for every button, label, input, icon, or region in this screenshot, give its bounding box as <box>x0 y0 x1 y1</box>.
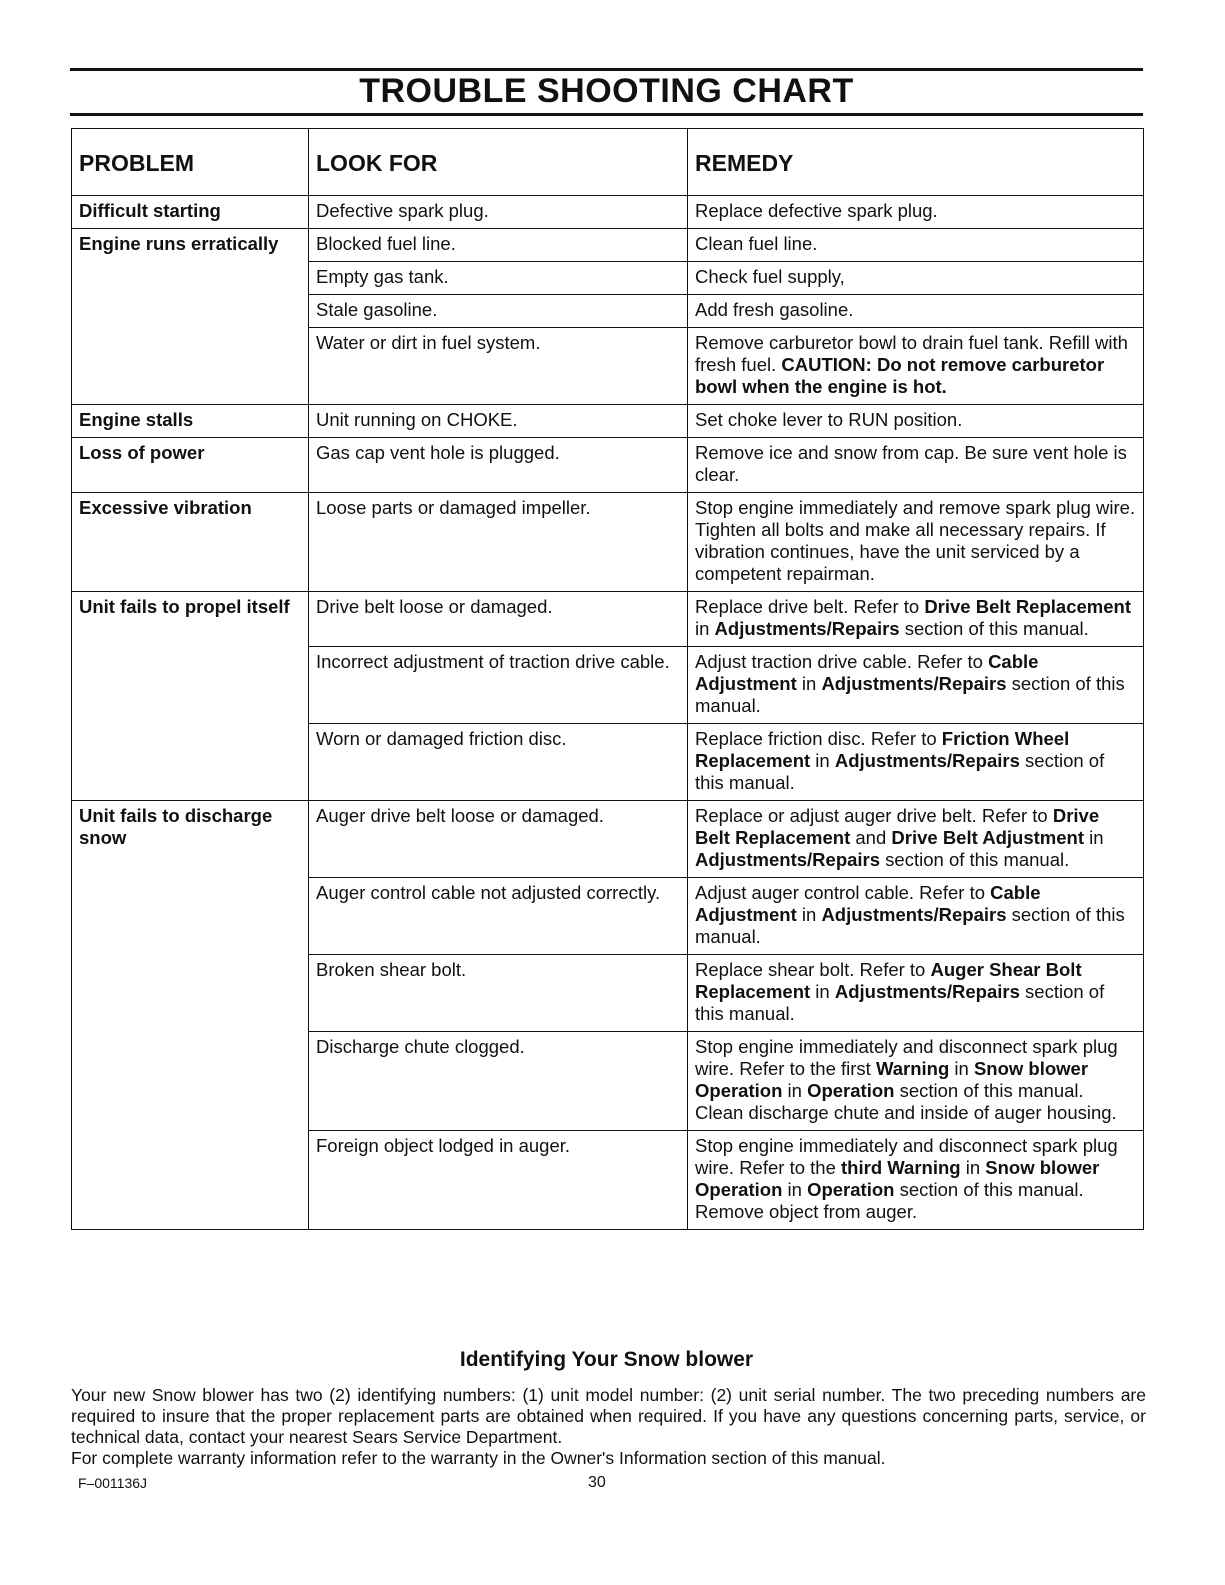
remedy-text: in <box>949 1058 974 1079</box>
remedy-text: in <box>695 618 715 639</box>
problem-cell-continued <box>72 878 309 955</box>
remedy-text: section of this manual. <box>695 673 1125 716</box>
remedy-cell <box>688 801 1144 878</box>
problem-cell-continued <box>72 1032 309 1131</box>
look-for-cell: Water or dirt in fuel system. <box>309 328 688 405</box>
remedy-text: Replace or adjust auger drive belt. Refer to <box>695 805 1053 826</box>
identify-body <box>71 1385 1146 1469</box>
remedy-text: Adjust traction drive cable. Refer to <box>695 651 989 672</box>
identify-paragraph: Your new Snow blower has two (2) identifying numbers: (1) unit model number: (2) unit serial number. The two preceding numbers are required to insure that the proper replacement parts are obtained when required. If you have any questions concerning parts, service, or technical data, contact your nearest Sears Service Department. <box>71 1385 1146 1447</box>
remedy-text: section of this manual. Remove object from auger. <box>695 1179 1084 1222</box>
remedy-cell <box>688 592 1144 647</box>
remedy-cell <box>688 262 1144 295</box>
page-title: TROUBLE SHOOTING CHART <box>359 72 854 110</box>
remedy-cell <box>688 1032 1144 1131</box>
page-number: 30 <box>588 1474 606 1491</box>
remedy-text: section of this manual. <box>695 904 1125 947</box>
remedy-text: Add fresh gasoline. <box>695 299 854 320</box>
table-row <box>72 405 1144 438</box>
remedy-text: in <box>1083 827 1104 848</box>
column-header-look-for: LOOK FOR <box>309 129 688 196</box>
table-row <box>72 647 1144 724</box>
remedy-text: section of this manual. <box>695 750 1105 793</box>
remedy-emphasis: Adjustments/Repairs <box>714 618 900 639</box>
table-row <box>72 493 1144 592</box>
problem-cell-continued <box>72 955 309 1032</box>
remedy-text: Remove carburetor bowl to drain fuel tank. Refill with fresh fuel. <box>695 332 1128 375</box>
look-for-cell: Auger control cable not adjusted correctly. <box>309 878 688 955</box>
look-for-cell: Stale gasoline. <box>309 295 688 328</box>
remedy-emphasis: Friction Wheel Replacement <box>695 728 1070 771</box>
remedy-cell <box>688 295 1144 328</box>
remedy-text: in <box>796 673 822 694</box>
remedy-text: Replace friction disc. Refer to <box>695 728 942 749</box>
remedy-text: Replace defective spark plug. <box>695 200 938 221</box>
remedy-text: Replace shear bolt. Refer to <box>695 959 931 980</box>
remedy-text: Clean fuel line. <box>695 233 818 254</box>
look-for-cell: Auger drive belt loose or damaged. <box>309 801 688 878</box>
remedy-cell <box>688 878 1144 955</box>
table-row <box>72 1131 1144 1230</box>
problem-cell-continued <box>72 724 309 801</box>
table-row <box>72 1032 1144 1131</box>
problem-cell-continued <box>72 328 309 405</box>
remedy-text: in <box>782 1080 808 1101</box>
problem-cell-continued <box>72 262 309 295</box>
remedy-text: section of this manual. Clean discharge chute and inside of auger housing. <box>695 1080 1117 1123</box>
trouble-shooting-table <box>71 128 1144 1230</box>
remedy-emphasis: Adjustments/Repairs <box>834 750 1020 771</box>
problem-cell: Excessive vibration <box>72 493 309 592</box>
remedy-text: Check fuel supply, <box>695 266 845 287</box>
problem-cell-continued <box>72 295 309 328</box>
table-row <box>72 801 1144 878</box>
table-row <box>72 724 1144 801</box>
remedy-text: Stop engine immediately and disconnect spark plug wire. Refer to the first <box>695 1036 1118 1079</box>
table-row <box>72 328 1144 405</box>
look-for-cell: Foreign object lodged in auger. <box>309 1131 688 1230</box>
remedy-emphasis: Operation <box>807 1080 895 1101</box>
remedy-emphasis: Warning <box>875 1058 950 1079</box>
look-for-cell: Gas cap vent hole is plugged. <box>309 438 688 493</box>
table-header-row <box>72 129 1144 196</box>
remedy-cell <box>688 328 1144 405</box>
title-underline-rule <box>70 113 1143 116</box>
document-code: F–001136J <box>78 1475 148 1491</box>
problem-cell: Engine runs erratically <box>72 229 309 262</box>
remedy-emphasis: Adjustments/Repairs <box>821 673 1007 694</box>
remedy-emphasis: CAUTION: Do not remove carburetor bowl when the engine is hot. <box>695 354 1105 397</box>
remedy-text: and <box>850 827 892 848</box>
remedy-emphasis: Drive Belt Replacement <box>924 596 1131 617</box>
table-row <box>72 295 1144 328</box>
table-row <box>72 438 1144 493</box>
table-row <box>72 878 1144 955</box>
remedy-emphasis: Auger Shear Bolt Replacement <box>695 959 1082 1002</box>
remedy-emphasis: Drive Belt Adjustment <box>891 827 1084 848</box>
look-for-cell: Loose parts or damaged impeller. <box>309 493 688 592</box>
remedy-emphasis: Snow blower Operation <box>695 1157 1100 1200</box>
remedy-text: Adjust auger control cable. Refer to <box>695 882 991 903</box>
problem-cell: Loss of power <box>72 438 309 493</box>
table-row <box>72 196 1144 229</box>
look-for-cell: Empty gas tank. <box>309 262 688 295</box>
look-for-cell: Drive belt loose or damaged. <box>309 592 688 647</box>
remedy-text: Remove ice and snow from cap. Be sure vent hole is clear. <box>695 442 1127 485</box>
remedy-text: in <box>796 904 822 925</box>
remedy-cell <box>688 229 1144 262</box>
look-for-cell: Broken shear bolt. <box>309 955 688 1032</box>
warranty-paragraph: For complete warranty information refer to the warranty in the Owner's Information section of this manual. <box>71 1448 886 1468</box>
table-row <box>72 592 1144 647</box>
remedy-text: in <box>782 1179 808 1200</box>
remedy-cell <box>688 724 1144 801</box>
remedy-text: Stop engine immediately and remove spark plug wire. Tighten all bolts and make all necessary repairs. If vibration continues, have the unit serviced by a competent repairman. <box>695 497 1136 584</box>
problem-cell: Difficult starting <box>72 196 309 229</box>
remedy-cell <box>688 1131 1144 1230</box>
look-for-cell: Worn or damaged friction disc. <box>309 724 688 801</box>
remedy-emphasis: third Warning <box>841 1157 961 1178</box>
look-for-cell: Defective spark plug. <box>309 196 688 229</box>
remedy-text: section of this manual. <box>899 618 1089 639</box>
problem-cell: Engine stalls <box>72 405 309 438</box>
remedy-cell <box>688 405 1144 438</box>
remedy-cell <box>688 493 1144 592</box>
column-header-problem: PROBLEM <box>72 129 309 196</box>
remedy-emphasis: Adjustments/Repairs <box>695 849 881 870</box>
problem-cell: Unit fails to propel itself <box>72 592 309 647</box>
remedy-cell <box>688 955 1144 1032</box>
problem-cell-continued <box>72 1131 309 1230</box>
problem-cell-continued <box>72 647 309 724</box>
remedy-emphasis: Snow blower Operation <box>695 1058 1089 1101</box>
look-for-cell: Discharge chute clogged. <box>309 1032 688 1131</box>
remedy-text: Set choke lever to RUN position. <box>695 409 963 430</box>
remedy-emphasis: Adjustments/Repairs <box>821 904 1007 925</box>
remedy-text: in <box>810 981 835 1002</box>
remedy-text: in <box>960 1157 986 1178</box>
remedy-emphasis: Cable Adjustment <box>695 651 1039 694</box>
table-row <box>72 229 1144 262</box>
look-for-cell: Blocked fuel line. <box>309 229 688 262</box>
remedy-text: section of this manual. <box>695 981 1105 1024</box>
look-for-cell: Unit running on CHOKE. <box>309 405 688 438</box>
remedy-emphasis: Operation <box>807 1179 895 1200</box>
remedy-cell <box>688 647 1144 724</box>
remedy-text: Stop engine immediately and disconnect spark plug wire. Refer to the <box>695 1135 1118 1178</box>
table-row <box>72 262 1144 295</box>
table-row <box>72 955 1144 1032</box>
remedy-text: Replace drive belt. Refer to <box>695 596 925 617</box>
remedy-cell <box>688 438 1144 493</box>
look-for-cell: Incorrect adjustment of traction drive cable. <box>309 647 688 724</box>
column-header-remedy: REMEDY <box>688 129 1144 196</box>
remedy-emphasis: Drive Belt Replacement <box>695 805 1100 848</box>
remedy-text: in <box>810 750 835 771</box>
remedy-emphasis: Adjustments/Repairs <box>834 981 1020 1002</box>
remedy-emphasis: Cable Adjustment <box>695 882 1041 925</box>
remedy-cell <box>688 196 1144 229</box>
identify-heading: Identifying Your Snow blower <box>459 1348 754 1371</box>
remedy-text: section of this manual. <box>880 849 1070 870</box>
problem-cell: Unit fails to discharge snow <box>72 801 309 878</box>
